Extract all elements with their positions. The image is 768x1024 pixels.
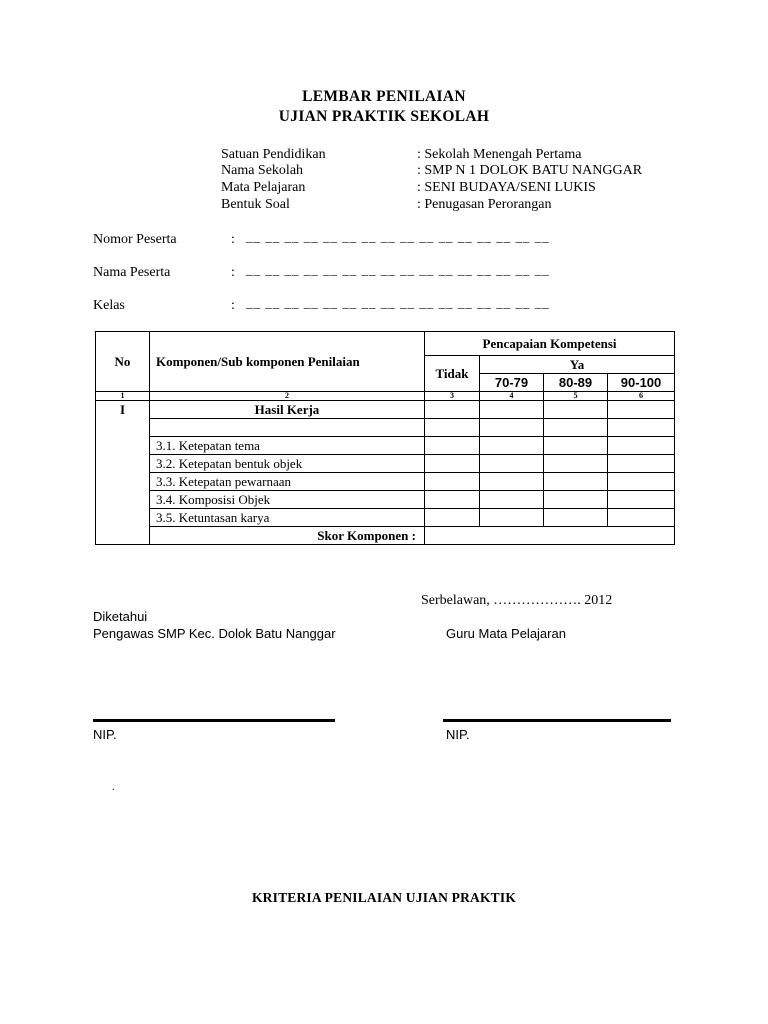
nomor-peserta-field[interactable]: __ __ __ __ __ __ __ __ __ __ __ __ __ __ __ __ [246, 229, 550, 244]
info-value-bentuk: : Penugasan Perorangan [417, 197, 552, 212]
score-cell[interactable] [425, 473, 480, 491]
header-range-80-89: 80-89 [544, 374, 608, 392]
info-value-mapel: : SENI BUDAYA/SENI LUKIS [417, 180, 596, 195]
nama-peserta-colon: : [231, 265, 235, 280]
nama-peserta-field[interactable]: __ __ __ __ __ __ __ __ __ __ __ __ __ __ __ __ [246, 262, 550, 277]
supervisor-label: Pengawas SMP Kec. Dolok Batu Nanggar [93, 626, 336, 641]
teacher-label: Guru Mata Pelajaran [446, 626, 566, 641]
col-number: 4 [480, 392, 544, 401]
table-row [96, 491, 675, 509]
info-value-satuan: : Sekolah Menengah Pertama [417, 147, 582, 162]
score-cell[interactable] [544, 401, 608, 419]
score-cell[interactable] [425, 437, 480, 455]
score-cell[interactable] [480, 491, 544, 509]
table-row [96, 437, 675, 455]
item-label: 3.1. Ketepatan tema [150, 437, 425, 455]
col-number: 6 [608, 392, 675, 401]
kelas-field[interactable]: __ __ __ __ __ __ __ __ __ __ __ __ __ __ __ __ [246, 295, 550, 310]
info-label-bentuk: Bentuk Soal [221, 197, 290, 212]
score-cell[interactable] [544, 455, 608, 473]
item-label: 3.5. Ketuntasan karya [150, 509, 425, 527]
stray-dot: . [112, 782, 115, 793]
score-cell[interactable] [480, 455, 544, 473]
item-label: 3.2. Ketepatan bentuk objek [150, 455, 425, 473]
table-row [96, 509, 675, 527]
score-cell[interactable] [608, 509, 675, 527]
criteria-title: KRITERIA PENILAIAN UJIAN PRAKTIK [251, 890, 517, 905]
info-label-mapel: Mata Pelajaran [221, 180, 306, 195]
score-cell[interactable] [425, 401, 480, 419]
score-cell[interactable] [608, 455, 675, 473]
nomor-peserta-label: Nomor Peserta [93, 232, 177, 247]
table-row [96, 455, 675, 473]
info-label-sekolah: Nama Sekolah [221, 163, 304, 178]
score-cell[interactable] [480, 419, 544, 437]
signature-line-supervisor [93, 719, 335, 722]
score-cell[interactable] [425, 455, 480, 473]
score-cell[interactable] [544, 419, 608, 437]
item-label: 3.4. Komposisi Objek [150, 491, 425, 509]
score-total-label: Skor Komponen : [150, 527, 425, 545]
score-cell[interactable] [480, 473, 544, 491]
header-tidak: Tidak [425, 356, 480, 392]
header-range-70-79: 70-79 [480, 374, 544, 392]
header-component: Komponen/Sub komponen Penilaian [150, 332, 425, 392]
nip-right: NIP. [446, 727, 470, 742]
header-no: No [96, 332, 150, 392]
item-label: 3.3. Ketepatan pewarnaan [150, 473, 425, 491]
score-cell[interactable] [480, 437, 544, 455]
score-cell[interactable] [480, 509, 544, 527]
score-cell[interactable] [544, 491, 608, 509]
kelas-colon: : [231, 298, 235, 313]
header-achievement: Pencapaian Kompetensi [425, 332, 675, 356]
score-cell[interactable] [544, 509, 608, 527]
col-number: 3 [425, 392, 480, 401]
header-ya: Ya [480, 356, 675, 374]
place-date: Serbelawan, ………………. 2012 [421, 593, 613, 608]
score-cell[interactable] [608, 473, 675, 491]
info-label-satuan: Satuan Pendidikan [221, 147, 326, 162]
nomor-peserta-colon: : [231, 232, 235, 247]
score-cell[interactable] [480, 401, 544, 419]
col-number: 2 [150, 392, 425, 401]
score-cell[interactable] [608, 437, 675, 455]
col-number: 1 [96, 392, 150, 401]
score-cell[interactable] [544, 437, 608, 455]
section-number: I [96, 401, 150, 419]
score-cell[interactable] [608, 419, 675, 437]
known-label: Diketahui [93, 609, 148, 624]
score-cell[interactable] [425, 509, 480, 527]
section-title: Hasil Kerja [150, 401, 425, 419]
nip-left: NIP. [93, 727, 117, 742]
score-cell[interactable] [608, 491, 675, 509]
header-range-90-100: 90-100 [608, 374, 675, 392]
col-number: 5 [544, 392, 608, 401]
score-cell[interactable] [608, 401, 675, 419]
score-cell[interactable] [425, 491, 480, 509]
title-line-2: UJIAN PRAKTIK SEKOLAH [278, 108, 490, 125]
score-cell[interactable] [425, 419, 480, 437]
score-cell[interactable] [544, 473, 608, 491]
title-line-1: LEMBAR PENILAIAN [302, 88, 466, 105]
signature-line-teacher [443, 719, 671, 722]
nama-peserta-label: Nama Peserta [93, 265, 171, 280]
info-value-sekolah: : SMP N 1 DOLOK BATU NANGGAR [417, 163, 643, 178]
assessment-table [95, 331, 675, 545]
table-row [96, 473, 675, 491]
kelas-label: Kelas [93, 298, 125, 313]
score-total-cell[interactable] [425, 527, 675, 545]
